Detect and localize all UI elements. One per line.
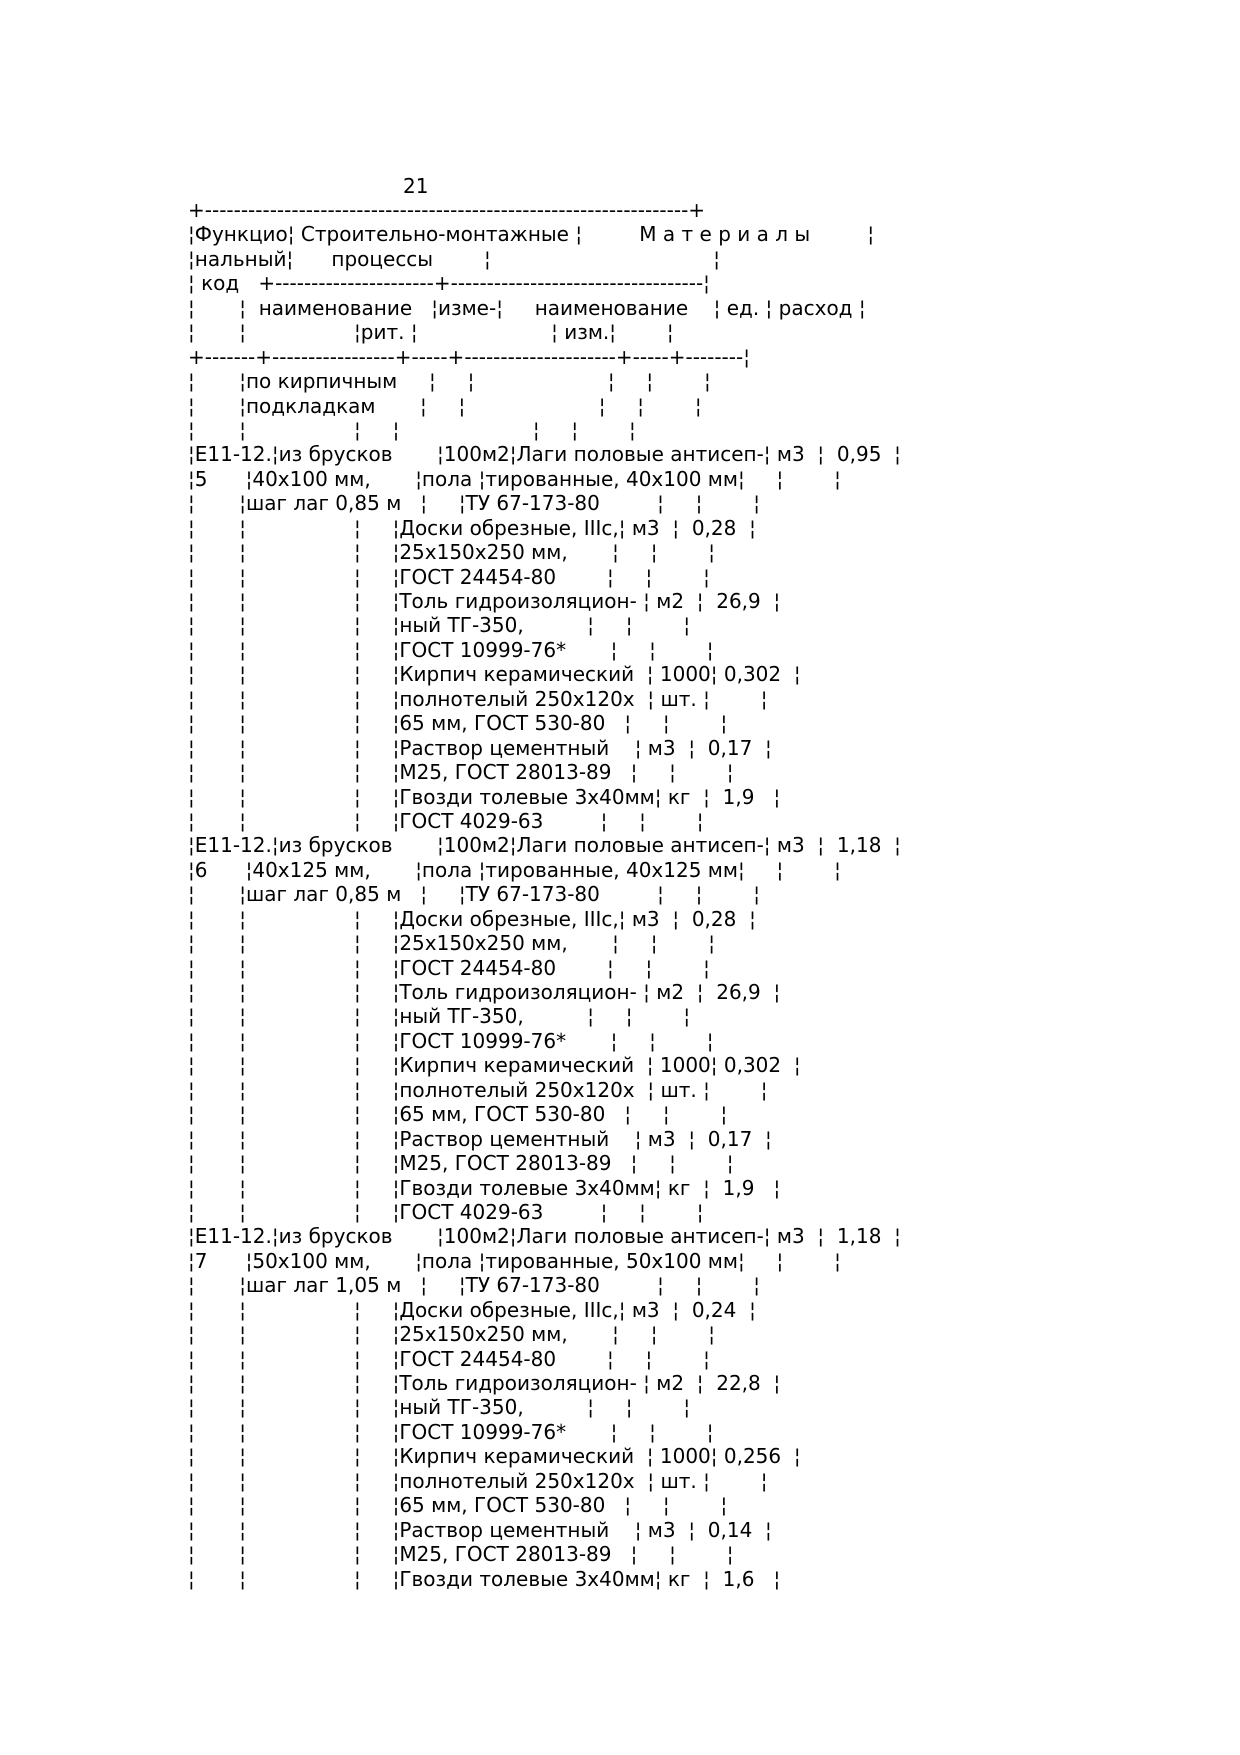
table-line: ¦ ¦ ¦ ¦М25, ГОСТ 28013-89 ¦ ¦ ¦ — [188, 1151, 734, 1176]
table-line: ¦ ¦ ¦ ¦полнотелый 250х120х ¦ шт. ¦ ¦ — [188, 686, 768, 711]
table-line: ¦ ¦ ¦ ¦ГОСТ 24454-80 ¦ ¦ ¦ — [188, 955, 710, 980]
table-line: ¦ ¦ ¦ ¦25х150х250 мм, ¦ ¦ ¦ — [188, 1322, 716, 1347]
table-line: ¦Е11-12.¦из брусков ¦100м2¦Лаги половые антисеп-¦ м3 ¦ 0,95 ¦ — [188, 442, 901, 467]
table-line: ¦ ¦ ¦ ¦ГОСТ 4029-63 ¦ ¦ ¦ — [188, 1199, 704, 1224]
table-line: ¦ ¦ ¦ ¦ГОСТ 4029-63 ¦ ¦ ¦ — [188, 808, 704, 833]
table-line: ¦ ¦ ¦ ¦полнотелый 250х120х ¦ шт. ¦ ¦ — [188, 1468, 768, 1493]
table-line: ¦7 ¦50х100 мм, ¦пола ¦тированные, 50х100 мм¦ ¦ ¦ — [188, 1248, 841, 1273]
table-line: ¦Е11-12.¦из брусков ¦100м2¦Лаги половые антисеп-¦ м3 ¦ 1,18 ¦ — [188, 1224, 901, 1249]
table-line: ¦ ¦по кирпичным ¦ ¦ ¦ ¦ ¦ — [188, 369, 711, 394]
table-line: ¦ ¦ наименование ¦изме-¦ наименование ¦ ед. ¦ расход ¦ — [188, 295, 866, 320]
table-line: ¦ код +----------------------+-----------------------------------¦ — [188, 271, 710, 296]
materials-table — [188, 198, 901, 1591]
table-line: ¦ ¦подкладкам ¦ ¦ ¦ ¦ ¦ — [188, 393, 702, 418]
table-line: ¦ ¦ ¦ ¦ГОСТ 10999-76* ¦ ¦ ¦ — [188, 1028, 714, 1053]
table-line: ¦ ¦ ¦ ¦М25, ГОСТ 28013-89 ¦ ¦ ¦ — [188, 1542, 734, 1567]
table-line: ¦ ¦шаг лаг 0,85 м ¦ ¦ТУ 67-173-80 ¦ ¦ ¦ — [188, 882, 760, 907]
table-line: ¦ ¦ ¦ ¦Доски обрезные, IIIс,¦ м3 ¦ 0,28 ¦ — [188, 906, 756, 931]
table-line: ¦ ¦ ¦ ¦ГОСТ 24454-80 ¦ ¦ ¦ — [188, 564, 710, 589]
table-line: ¦5 ¦40х100 мм, ¦пола ¦тированные, 40х100 мм¦ ¦ ¦ — [188, 466, 841, 491]
table-line: ¦ ¦ ¦ ¦М25, ГОСТ 28013-89 ¦ ¦ ¦ — [188, 760, 734, 785]
table-line: ¦ ¦ ¦ ¦ный ТГ-350, ¦ ¦ ¦ — [188, 1395, 691, 1420]
table-line: ¦ ¦ ¦ ¦Раствор цементный ¦ м3 ¦ 0,17 ¦ — [188, 1126, 772, 1151]
table-line: ¦6 ¦40х125 мм, ¦пола ¦тированные, 40х125 мм¦ ¦ ¦ — [188, 857, 841, 882]
table-line: +-------+-----------------+-----+---------------------+-----+--------¦ — [188, 344, 750, 369]
table-line: ¦ ¦ ¦ ¦Гвозди толевые 3х40мм¦ кг ¦ 1,9 ¦ — [188, 1175, 781, 1200]
table-line: ¦ ¦ ¦ ¦25х150х250 мм, ¦ ¦ ¦ — [188, 540, 716, 565]
table-line: ¦Е11-12.¦из брусков ¦100м2¦Лаги половые антисеп-¦ м3 ¦ 1,18 ¦ — [188, 833, 901, 858]
table-line: ¦ ¦ ¦ ¦Кирпич керамический ¦ 1000¦ 0,256 ¦ — [188, 1444, 801, 1469]
table-line: ¦ ¦ ¦ ¦ГОСТ 10999-76* ¦ ¦ ¦ — [188, 637, 714, 662]
table-line: ¦ ¦ ¦ ¦Кирпич керамический ¦ 1000¦ 0,302 ¦ — [188, 1053, 801, 1078]
table-line: ¦ ¦ ¦ ¦Раствор цементный ¦ м3 ¦ 0,17 ¦ — [188, 735, 772, 760]
table-line: ¦ ¦ ¦ ¦Толь гидроизоляцион- ¦ м2 ¦ 26,9 ¦ — [188, 589, 781, 613]
table-line: ¦ ¦ ¦ ¦Доски обрезные, IIIс,¦ м3 ¦ 0,28 ¦ — [188, 515, 756, 540]
table-line: ¦Функцио¦ Строительно-монтажные ¦ М а т е р и а л ы ¦ — [188, 222, 875, 247]
table-line: ¦ ¦ ¦ ¦Раствор цементный ¦ м3 ¦ 0,14 ¦ — [188, 1517, 772, 1542]
table-line: ¦ ¦ ¦ ¦Кирпич керамический ¦ 1000¦ 0,302 ¦ — [188, 662, 801, 687]
table-line: ¦ ¦ ¦ ¦полнотелый 250х120х ¦ шт. ¦ ¦ — [188, 1077, 768, 1102]
table-line: ¦ ¦ ¦ ¦Гвозди толевые 3х40мм¦ кг ¦ 1,6 ¦ — [188, 1566, 781, 1591]
table-line: ¦ ¦ ¦ ¦Гвозди толевые 3х40мм¦ кг ¦ 1,9 ¦ — [188, 784, 781, 809]
table-line: ¦ ¦ ¦ ¦ ¦ ¦ ¦ — [188, 417, 636, 442]
table-line: ¦ ¦ ¦рит. ¦ ¦ изм.¦ ¦ — [188, 320, 674, 345]
table-line: ¦ ¦ ¦ ¦Доски обрезные, IIIс,¦ м3 ¦ 0,24 ¦ — [188, 1297, 756, 1322]
table-line: ¦ ¦шаг лаг 1,05 м ¦ ¦ТУ 67-173-80 ¦ ¦ ¦ — [188, 1273, 760, 1298]
table-line: ¦ ¦ ¦ ¦ГОСТ 24454-80 ¦ ¦ ¦ — [188, 1346, 710, 1371]
table-line: ¦ ¦ ¦ ¦Толь гидроизоляцион- ¦ м2 ¦ 22,8 ¦ — [188, 1371, 781, 1395]
table-line: +-------------------------------------------------------------------+ — [188, 198, 706, 222]
table-line: ¦ ¦ ¦ ¦Толь гидроизоляцион- ¦ м2 ¦ 26,9 ¦ — [188, 980, 781, 1004]
table-line: ¦ ¦ ¦ ¦ный ТГ-350, ¦ ¦ ¦ — [188, 613, 691, 638]
table-line: ¦ ¦ ¦ ¦65 мм, ГОСТ 530-80 ¦ ¦ ¦ — [188, 711, 728, 736]
table-line: ¦ ¦ ¦ ¦25х150х250 мм, ¦ ¦ ¦ — [188, 931, 716, 956]
table-line: ¦ ¦ ¦ ¦ный ТГ-350, ¦ ¦ ¦ — [188, 1004, 691, 1029]
table-line: ¦ ¦ ¦ ¦65 мм, ГОСТ 530-80 ¦ ¦ ¦ — [188, 1493, 728, 1518]
table-line: ¦ ¦ ¦ ¦65 мм, ГОСТ 530-80 ¦ ¦ ¦ — [188, 1102, 728, 1127]
table-line: ¦нальный¦ процессы ¦ ¦ — [188, 246, 720, 271]
table-line: ¦ ¦ ¦ ¦ГОСТ 10999-76* ¦ ¦ ¦ — [188, 1419, 714, 1444]
table-line: ¦ ¦шаг лаг 0,85 м ¦ ¦ТУ 67-173-80 ¦ ¦ ¦ — [188, 491, 760, 516]
page-number: 21 — [403, 174, 429, 198]
